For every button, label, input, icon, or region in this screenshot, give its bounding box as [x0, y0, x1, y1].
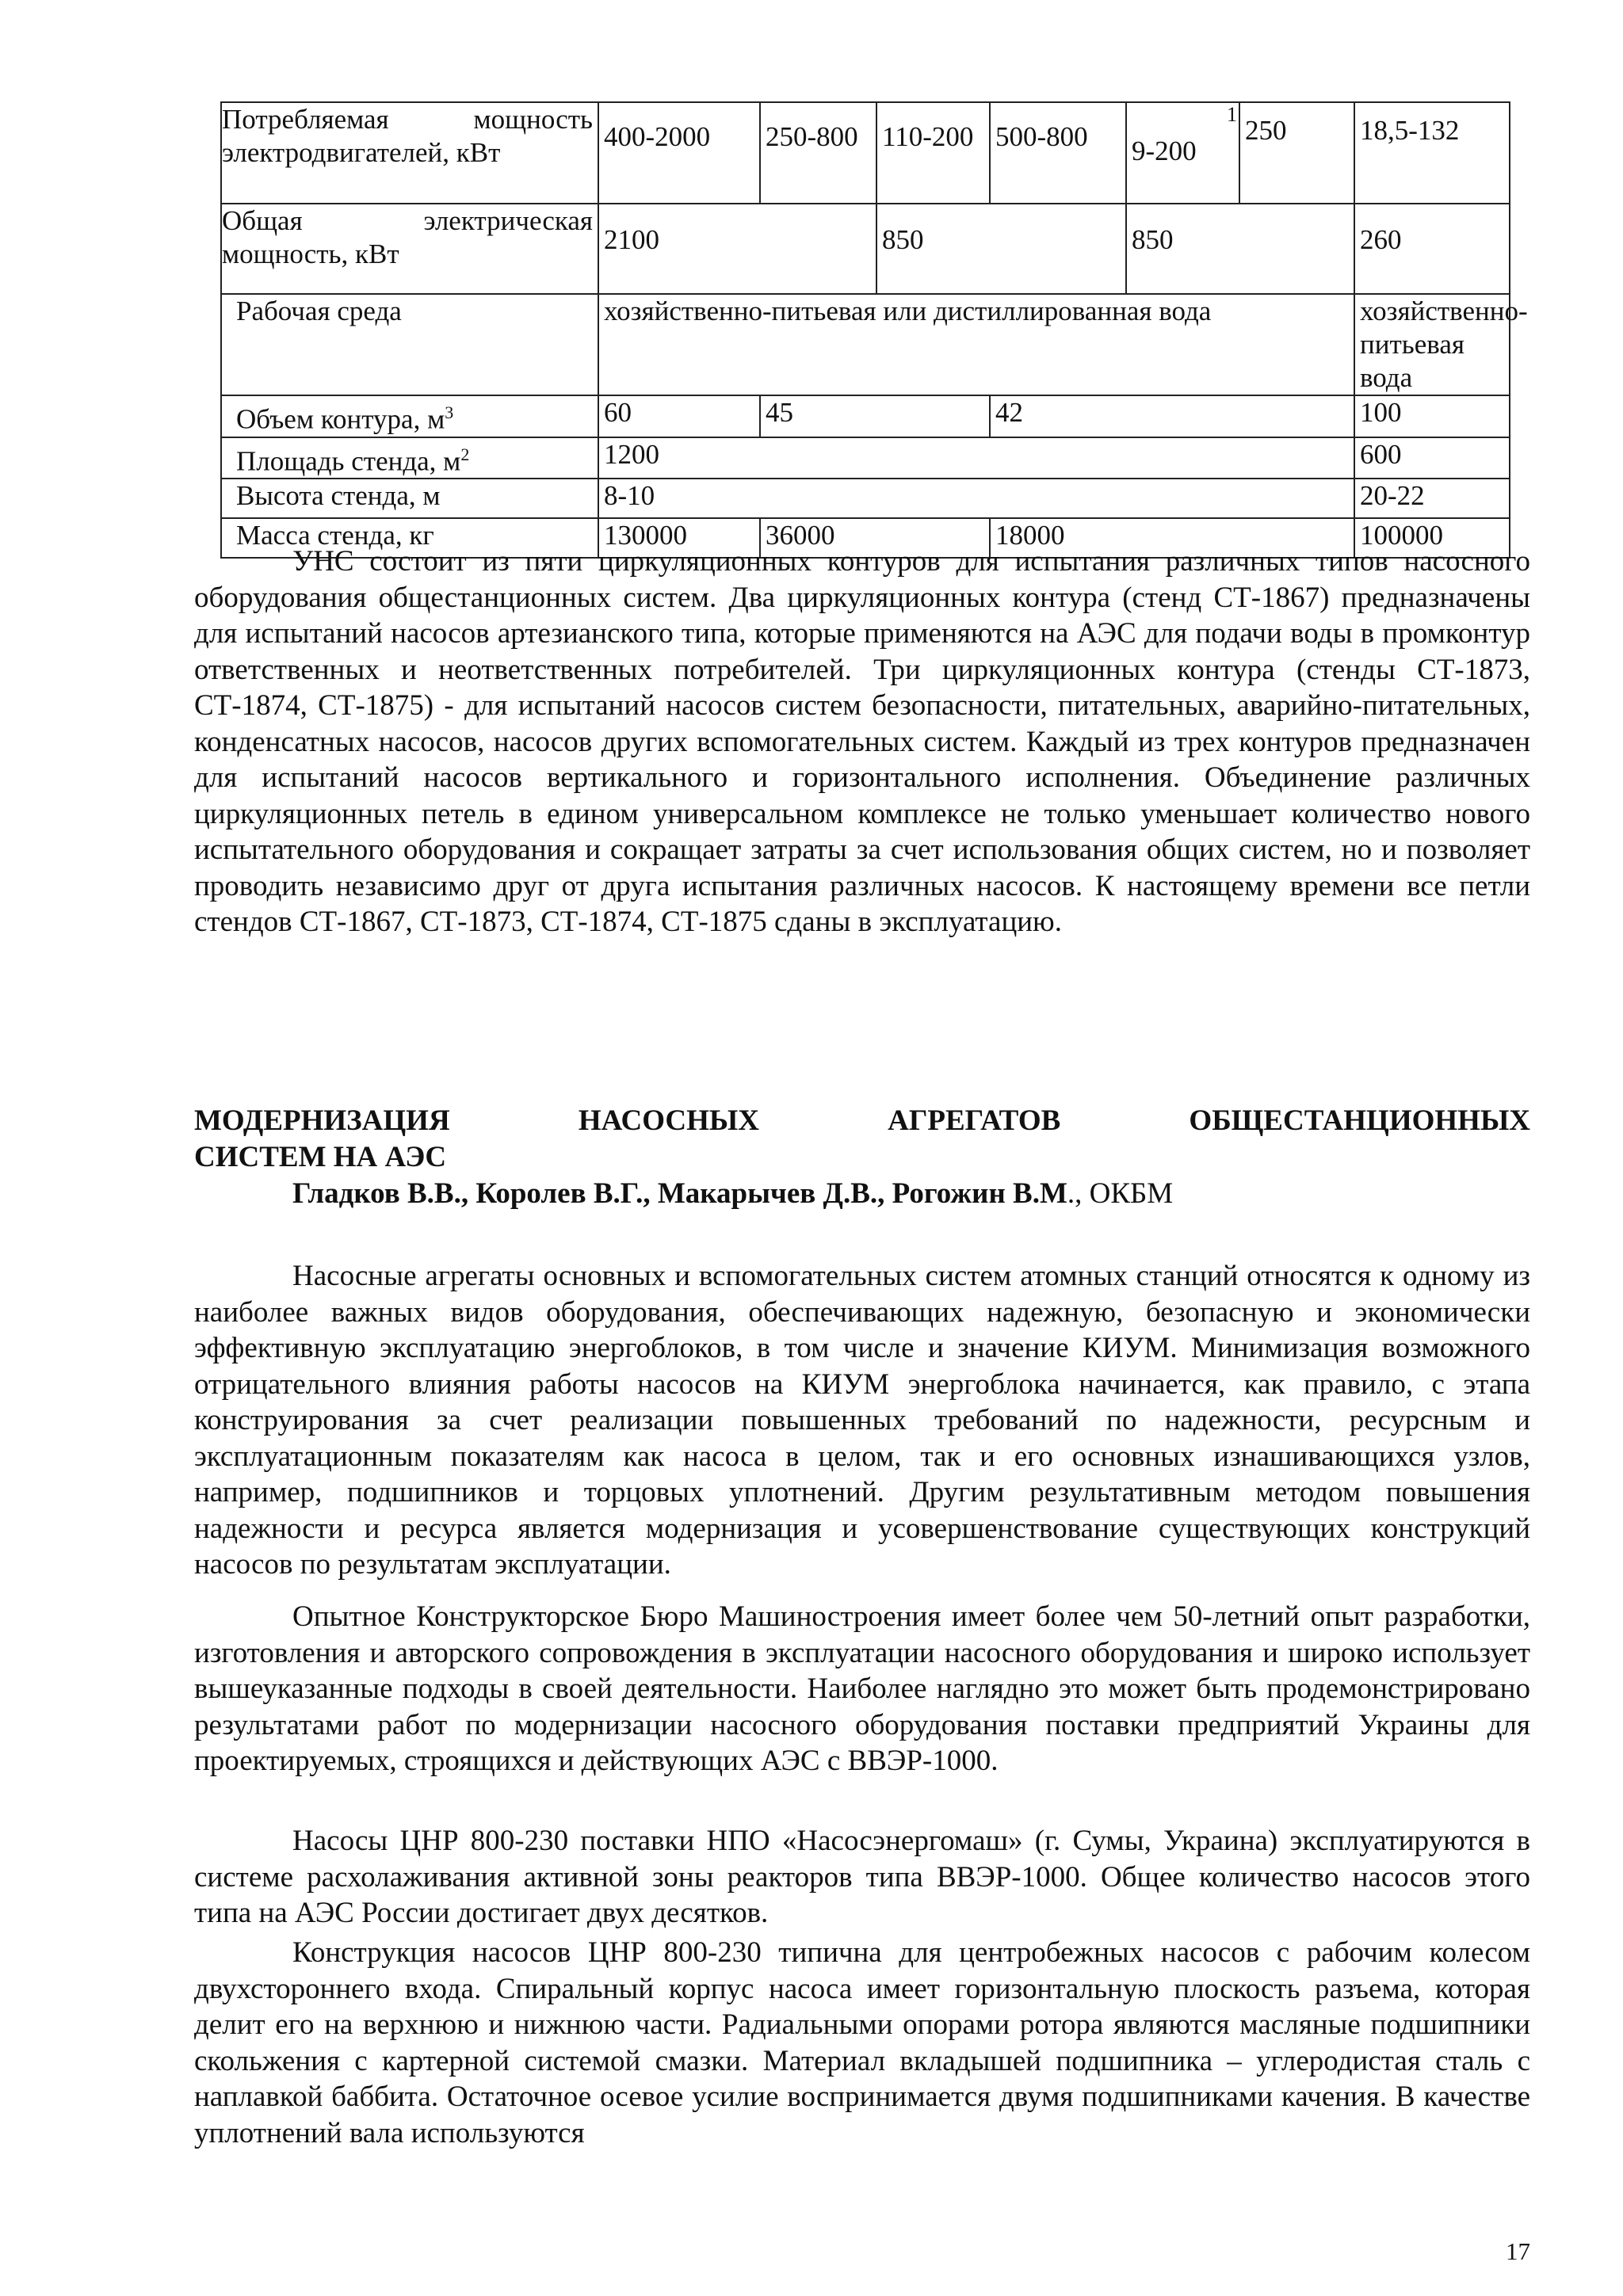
- table-row: [221, 395, 1510, 437]
- authors-line: Гладков В.В., Королев В.Г., Макарычев Д.В., Рогожин В.М., ОКБМ: [292, 1177, 1174, 1210]
- table-cell: 42: [990, 395, 1354, 437]
- page-number: 17: [1506, 2237, 1530, 2265]
- section-heading: МОДЕРНИЗАЦИЯ НАСОСНЫХ АГРЕГАТОВ ОБЩЕСТАНЦИОННЫХ СИСТЕМ НА АЭС: [194, 1104, 1530, 1173]
- row-label-volume: Объем контура, $м^3$: [221, 395, 598, 437]
- footnote-mark: 1: [1227, 103, 1237, 126]
- table-row: [221, 479, 1510, 518]
- table-row: [221, 204, 1510, 294]
- table-cell: 100000: [1354, 518, 1510, 558]
- paragraph-cnr-design: Конструкция насосов ЦНР 800-230 типична для центробежных насосов с рабочим колесом двухстороннего входа. Спиральный корпус насоса имеет горизонтальную плоскость разъема, которая делит его на верхнюю и нижнюю части. Радиальными опорами ротора являются масляные подшипники скольжения с картерной системой смазки. Материал вкладышей подшипника – углеродистая сталь с наплавкой баббита. Остаточное осевое усилие воспринимается двумя подшипниками качения. В качестве уплотнений вала используются: [194, 1936, 1530, 2149]
- table-cell: 130000: [598, 518, 760, 558]
- table-cell: 1200: [598, 437, 1354, 479]
- paragraph-okbm-experience: Опытное Конструкторское Бюро Машиностроения имеет более чем 50-летний опыт разработки, изготовления и авторского сопровождения в эксплуатации насосного оборудования и широко использует вышеуказанные подходы в своей деятельности. Наиболее наглядно это может быть продемонстрировано результатами работ по модернизации насосного оборудования поставки предприятий Украины для проектируемых, строящихся и действующих АЭС с ВВЭР-1000.: [194, 1600, 1530, 1777]
- table-cell: 400-2000: [598, 102, 760, 204]
- table-cell: 600: [1354, 437, 1510, 479]
- table-cell: 500-800: [990, 102, 1126, 204]
- table-row: [221, 294, 1510, 395]
- paragraph-uns-description: УНС состоит из пяти циркуляционных контуров для испытания различных типов насосного оборудования общестанционных систем. Два циркуляционных контура (стенд СТ-1867) предназначены для испытаний насосов артезианского типа, которые применяются на АЭС для подачи воды в промконтур ответственных и неответственных потребителей. Три циркуляционных контура (стенды СТ-1873, СТ-1874, СТ-1875) - для испытаний насосов систем безопасности, питательных, аварийно-питательных, конденсатных насосов, насосов других вспомогательных систем. Каждый из трех контуров предназначен для испытаний насосов вертикального и горизонтального исполнения. Объединение различных циркуляционных петель в едином универсальном комплексе не только уменьшает количество нового испытательного оборудования и сокращает затраты за счет использования общих систем, но и позволяет проводить независимо друг от друга испытания различных насосов. К настоящему времени все петли стендов СТ-1867, СТ-1873, СТ-1874, СТ-1875 сданы в эксплуатацию.: [194, 545, 1530, 938]
- table-cell: 36000: [760, 518, 990, 558]
- table-row: [221, 102, 1510, 204]
- table-cell: 100: [1354, 395, 1510, 437]
- table-cell: 20-22: [1354, 479, 1510, 518]
- table-cell-value: 9-200: [1132, 135, 1197, 166]
- row-label-mass: Масса стенда, кг: [221, 518, 598, 558]
- table-cell: хозяйственно-питьевая или дистиллированная вода: [598, 294, 1354, 395]
- table-cell: 18000: [990, 518, 1354, 558]
- paragraph-cnr-pumps: Насосы ЦНР 800-230 поставки НПО «Насосэнергомаш» (г. Сумы, Украина) эксплуатируются в системе расхолаживания активной зоны реакторов типа ВВЭР-1000. Общее количество насосов этого типа на АЭС России достигает двух десятков.: [194, 1825, 1530, 1929]
- table-cell: 250-800: [760, 102, 876, 204]
- table-cell: 2100: [598, 204, 876, 294]
- paragraph-intro: Насосные агрегаты основных и вспомогательных систем атомных станций относятся к одному из наиболее важных видов оборудования, обеспечивающих надежную, безопасную и экономически эффективную эксплуатацию энергоблоков, в том числе и значение КИУМ. Минимизация возможного отрицательного влияния работы насосов на КИУМ энергоблока начинается, как правило, с этапа конструирования за счет реализации повышенных требований по надежности, ресурсным и эксплуатационным показателям как насоса в целом, так и его основных изнашивающихся узлов, например, подшипников и торцовых уплотнений. Другим результативным методом повышения надежности и ресурса является модернизация и усовершенствование существующих конструкций насосов по результатам эксплуатации.: [194, 1260, 1530, 1581]
- table-cell: 250: [1239, 102, 1354, 204]
- table-cell: 8-10: [598, 479, 1354, 518]
- table-cell: 45: [760, 395, 990, 437]
- row-label-power: Потребляемая мощность электродвигателей, кВт: [221, 102, 598, 204]
- pump-stand-specs-table: [220, 101, 1528, 559]
- table-cell: хозяйственно-питьевая вода: [1354, 294, 1510, 395]
- row-label-area: Площадь стенда, $м^2$: [221, 437, 598, 479]
- row-label-total-power: Общая электрическая мощность, кВт: [221, 204, 598, 294]
- row-label-height: Высота стенда, м: [221, 479, 598, 518]
- table-row: [221, 437, 1510, 479]
- row-label-medium: Рабочая среда: [221, 294, 598, 395]
- table-cell: 110-200: [876, 102, 990, 204]
- table-cell: 60: [598, 395, 760, 437]
- table-cell: 260: [1354, 204, 1510, 294]
- table-cell: 850: [1126, 204, 1354, 294]
- table-cell: [1126, 102, 1239, 204]
- table-cell: 18,5-132: [1354, 102, 1510, 204]
- table-cell: 850: [876, 204, 1126, 294]
